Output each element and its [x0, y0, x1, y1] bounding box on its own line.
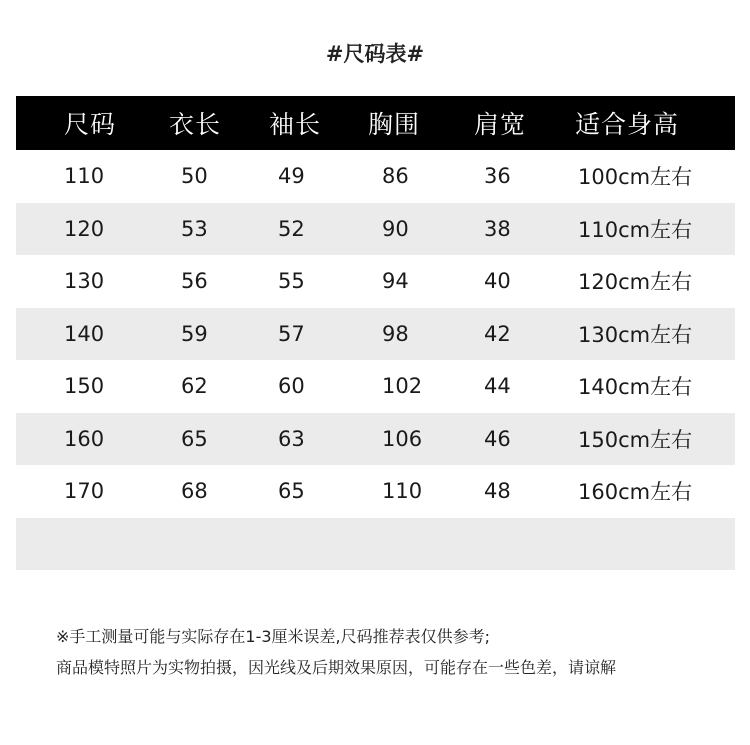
cell-length: 53 [181, 216, 208, 241]
table-row [16, 255, 735, 308]
cell-shoulder: 36 [484, 164, 511, 189]
cell-chest: 110 [382, 479, 423, 504]
table-row [16, 308, 735, 361]
cell-sleeve: 65 [278, 479, 305, 504]
cell-length: 50 [181, 164, 208, 189]
table-row [16, 360, 735, 413]
cell-sleeve: 55 [278, 269, 305, 294]
header-length: 衣长 [169, 110, 222, 139]
header-shoulder: 肩宽 [474, 110, 527, 139]
header-chest: 胸围 [368, 110, 421, 139]
cell-height: 120cm左右 [578, 270, 693, 295]
header-sleeve: 袖长 [269, 110, 322, 139]
header-size: 尺码 [64, 110, 117, 139]
cell-length: 62 [181, 374, 208, 399]
cell-length: 56 [181, 269, 208, 294]
cell-shoulder: 44 [484, 374, 511, 399]
measurement-note: ※手工测量可能与实际存在1-3厘米误差,尺码推荐表仅供参考; [56, 627, 491, 646]
table-row [16, 150, 735, 203]
cell-sleeve: 60 [278, 374, 305, 399]
cell-size: 130 [64, 269, 105, 294]
cell-sleeve: 49 [278, 164, 305, 189]
cell-length: 59 [181, 321, 208, 346]
size-table [16, 96, 735, 570]
cell-sleeve: 63 [278, 426, 305, 451]
table-row [16, 465, 735, 518]
cell-length: 65 [181, 426, 208, 451]
page-title: #尺码表# [325, 42, 425, 66]
cell-shoulder: 46 [484, 426, 511, 451]
cell-chest: 90 [382, 216, 409, 241]
cell-sleeve: 57 [278, 321, 305, 346]
cell-height: 150cm左右 [578, 427, 693, 452]
cell-chest: 102 [382, 374, 423, 399]
cell-chest: 106 [382, 426, 423, 451]
cell-chest: 86 [382, 164, 409, 189]
cell-size: 120 [64, 216, 105, 241]
cell-height: 110cm左右 [578, 217, 693, 242]
cell-size: 160 [64, 426, 105, 451]
cell-shoulder: 48 [484, 479, 511, 504]
cell-size: 140 [64, 321, 105, 346]
cell-sleeve: 52 [278, 216, 305, 241]
cell-size: 170 [64, 479, 105, 504]
cell-height: 160cm左右 [578, 480, 693, 505]
cell-shoulder: 38 [484, 216, 511, 241]
table-header [16, 96, 735, 150]
cell-chest: 98 [382, 321, 409, 346]
cell-height: 130cm左右 [578, 322, 693, 347]
color-note: 商品模特照片为实物拍摄，因光线及后期效果原因，可能存在一些色差，请谅解 [56, 658, 617, 677]
table-row [16, 203, 735, 256]
cell-size: 150 [64, 374, 105, 399]
cell-size: 110 [64, 164, 105, 189]
cell-length: 68 [181, 479, 208, 504]
header-height: 适合身高 [575, 110, 680, 139]
cell-shoulder: 40 [484, 269, 511, 294]
empty-table-row [16, 518, 735, 571]
cell-height: 140cm左右 [578, 375, 693, 400]
table-row [16, 413, 735, 466]
cell-height: 100cm左右 [578, 165, 693, 190]
cell-chest: 94 [382, 269, 409, 294]
cell-shoulder: 42 [484, 321, 511, 346]
